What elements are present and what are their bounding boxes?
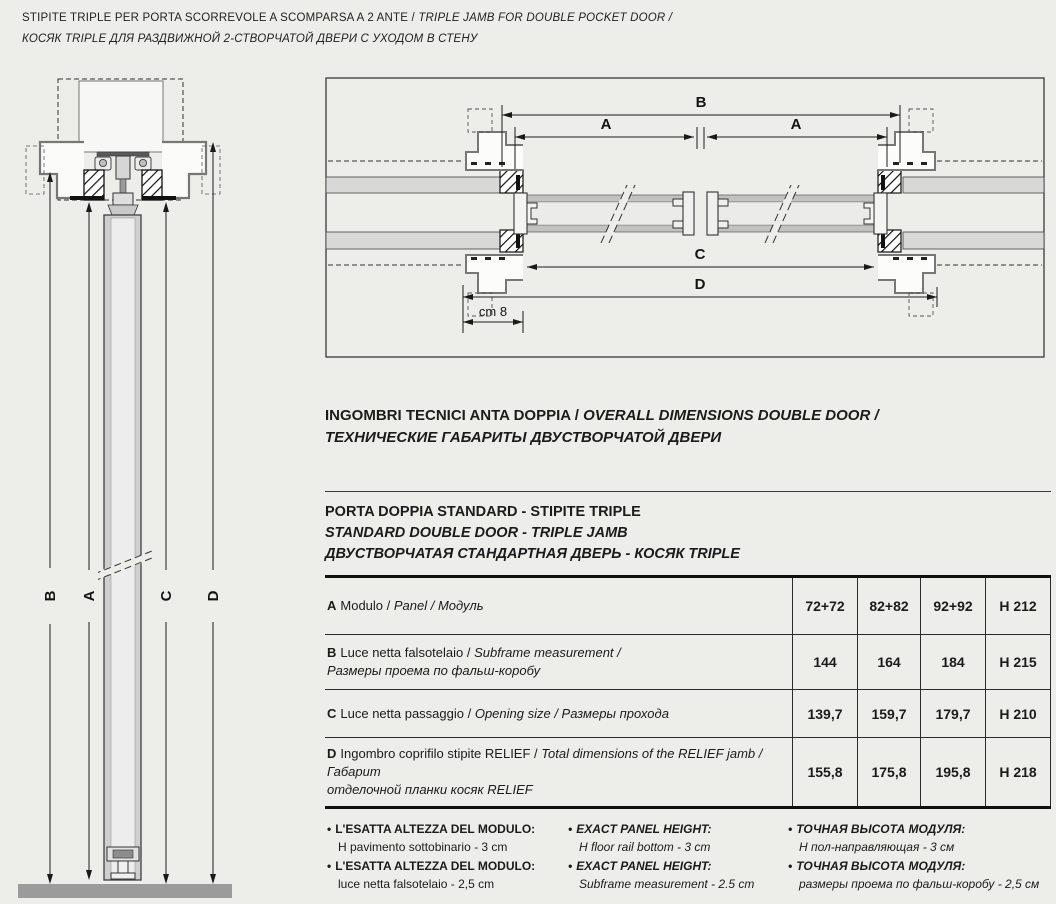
footnote-item: • EXACT PANEL HEIGHT: H floor rail bottom - 3 cm (568, 822, 712, 854)
row-c-value-1: 139,7 (792, 690, 857, 737)
footnote-item: • ТОЧНАЯ ВЫСОТА МОДУЛЯ: Н пол-направляющая - 3 см (788, 822, 966, 854)
diagram-vertical-section (0, 60, 320, 904)
table-row-d (325, 738, 1051, 806)
table-row-c (325, 690, 1051, 738)
row-b-value-2: 164 (857, 635, 920, 689)
page-title (22, 8, 672, 50)
dim-label-b-vert: B (42, 590, 59, 602)
page-title-line2: КОСЯК TRIPLE ДЛЯ РАЗДВИЖНОЙ 2-СТВОРЧАТОЙ ДВЕРИ С УХОДОМ В СТЕНУ (22, 33, 478, 45)
table-bottom-rule (325, 806, 1051, 809)
footnote-english (568, 821, 783, 895)
table-title-line2: STANDARD DOUBLE DOOR - TRIPLE JAMB (325, 525, 628, 541)
dim-label-b: B (695, 94, 707, 111)
dim-label-cm8: cm 8 (478, 304, 508, 319)
table-title-line1: PORTA DOPPIA STANDARD - STIPITE TRIPLE (325, 504, 641, 520)
row-c-value-3: 179,7 (920, 690, 985, 737)
row-b-value-1: 144 (792, 635, 857, 689)
section-title-line1: INGOMBRI TECNICI ANTA DOPPIA / OVERALL DIMENSIONS DOUBLE DOOR / (325, 407, 879, 424)
divider-thin (325, 491, 1051, 492)
diagram-horizontal-section (325, 75, 1047, 360)
row-a-height: H 212 (985, 578, 1051, 634)
footnote-item: • L'ESATTA ALTEZZA DEL MODULO: H pavimento sottobinario - 3 cm (327, 822, 536, 854)
row-a-value-3: 92+92 (920, 578, 985, 634)
section-title (325, 405, 879, 449)
row-d-height: H 218 (985, 738, 1051, 806)
row-b-height: H 215 (985, 635, 1051, 689)
dim-label-d: D (694, 276, 706, 293)
row-c-height: H 210 (985, 690, 1051, 737)
dim-label-d-vert: D (205, 590, 222, 602)
row-a-value-2: 82+82 (857, 578, 920, 634)
row-d-value-3: 195,8 (920, 738, 985, 806)
footnote-item: • EXACT PANEL HEIGHT: Subframe measurement - 2.5 cm (568, 859, 755, 891)
footnote-italian (327, 821, 562, 895)
footnote-russian (788, 821, 1056, 895)
row-b-value-3: 184 (920, 635, 985, 689)
footnote-item: • L'ESATTA ALTEZZA DEL MODULO: luce netta falsotelaio - 2,5 cm (327, 859, 536, 891)
row-a-value-1: 72+72 (792, 578, 857, 634)
row-c-value-2: 159,7 (857, 690, 920, 737)
door-panel (94, 215, 152, 880)
dim-label-a-vert: A (81, 590, 98, 602)
jamb-trim-left (26, 142, 84, 198)
footnote-item: • ТОЧНАЯ ВЫСОТА МОДУЛЯ: размеры проема по фальш-коробу - 2,5 см (788, 859, 1040, 891)
header-beam (79, 81, 163, 152)
door-panel-left (514, 185, 694, 243)
table-row-a (325, 578, 1051, 635)
table-row-b (325, 635, 1051, 690)
dim-label-c-vert: C (158, 590, 175, 602)
dimensions-table (325, 578, 1051, 806)
table-title (325, 502, 740, 565)
dim-label-a-left: A (600, 116, 612, 133)
table-title-line3: ДВУСТВОРЧАТАЯ СТАНДАРТНАЯ ДВЕРЬ - КОСЯК TRIPLE (325, 546, 740, 562)
row-d-description: D Ingombro coprifilo stipite RELIEF / Total dimensions of the RELIEF jamb / Габарит отделочной планки косяк RELIEF (327, 746, 763, 797)
row-d-value-1: 155,8 (792, 738, 857, 806)
section-title-line2: ТЕХНИЧЕСКИЕ ГАБАРИТЫ ДВУСТВОРЧАТОЙ ДВЕРИ (325, 429, 722, 446)
door-panel-right (707, 185, 887, 243)
row-d-value-2: 175,8 (857, 738, 920, 806)
row-a-description: A Modulo / Panel / Модуль (327, 598, 484, 613)
floor (18, 884, 232, 898)
row-c-description: C Luce netta passaggio / Opening size / Размеры прохода (327, 705, 669, 721)
row-b-description: B Luce netta falsotelaio / Subframe measurement / Размеры проема по фальш-коробу (327, 645, 621, 678)
page-title-line1: STIPITE TRIPLE PER PORTA SCORREVOLE A SCOMPARSA A 2 ANTE / TRIPLE JAMB FOR DOUBLE POCKET DOOR / (22, 12, 673, 24)
dim-label-c: C (694, 246, 706, 263)
dim-label-a-right: A (790, 116, 802, 133)
